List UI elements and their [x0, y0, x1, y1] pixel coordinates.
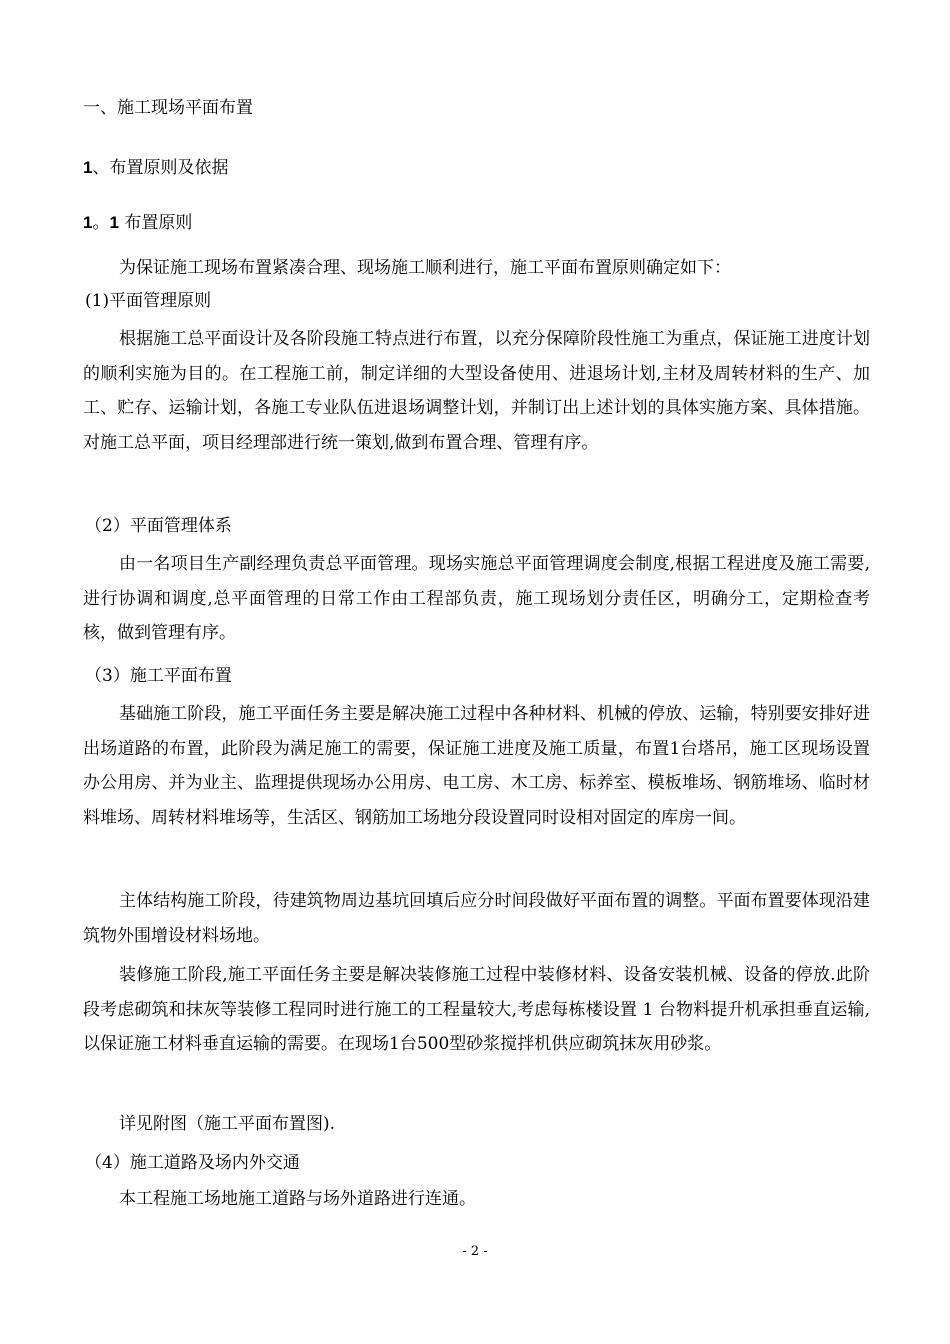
heading-1-1-text: 布置原则: [118, 213, 193, 233]
subsection-4-body: 本工程施工场地施工道路与场外道路进行连通。: [119, 1189, 476, 1209]
page-number: - 2 -: [462, 1244, 488, 1259]
heading-1-1: [83, 213, 192, 233]
subsection-2-body: 由一名项目生产副经理负责总平面管理。现场实施总平面管理调度会制度,根据工程进度及施工需要,进行协调和调度,总平面管理的日常工作由工程部负责，施工现场划分责任区，明确分工，定期检查考核，做到管理有序。: [83, 554, 870, 644]
subsection-3-body-1: 基础施工阶段，施工平面任务主要是解决施工过程中各种材料、机械的停放、运输，特别要安排好进出场道路的布置，此阶段为满足施工的需要，保证施工进度及施工质量，布置1台塔吊，施工区现场设置办公用房、并为业主、监理提供现场办公用房、电工房、木工房、标养室、模板堆场、钢筋堆场、临时材料堆场、周转材料堆场等，生活区、钢筋加工场地分段设置同时设相对固定的库房一间。: [83, 704, 870, 829]
section-title: 一、施工现场平面布置: [83, 98, 253, 118]
heading-1-1-number-2: 1: [109, 213, 119, 232]
subsection-3-body-2: 主体结构施工阶段，待建筑物周边基坑回填后应分时间段做好平面布置的调整。平面布置要体现沿建筑物外围增设材料场地。: [83, 891, 870, 946]
subsection-3-body-3: 装修施工阶段,施工平面任务主要是解决装修施工过程中装修材料、设备安装机械、设备的停放.此阶段考虑砌筑和抹灰等装修工程同时进行施工的工程量较大,考虑每栋楼设置 1 台物料提升机承担垂直运输,以保证施工材料垂直运输的需要。在现场1台500型砂浆搅拌机供应砌筑抹灰用砂浆。: [83, 965, 870, 1055]
heading-1-text: 、布置原则及依据: [92, 158, 229, 178]
subsection-3-title: （3）施工平面布置: [85, 666, 232, 686]
heading-1-1-separator: 。: [92, 213, 110, 233]
subsection-2-title: （2）平面管理体系: [85, 516, 232, 536]
heading-1-number: 1: [83, 158, 93, 177]
subsection-1-title: (1)平面管理原则: [85, 291, 212, 311]
subsection-1-body: 根据施工总平面设计及各阶段施工特点进行布置，以充分保障阶段性施工为重点，保证施工进度计划的顺利实施为目的。在工程施工前，制定详细的大型设备使用、进退场计划,主材及周转材料的生产、加工、贮存、运输计划，各施工专业队伍进退场调整计划，并制订出上述计划的具体实施方案、具体措施。对施工总平面，项目经理部进行统一策划,做到布置合理、管理有序。: [83, 329, 870, 454]
intro-paragraph: 为保证施工现场布置紧凑合理、现场施工顺利进行，施工平面布置原则确定如下：: [119, 258, 731, 278]
subsection-4-title: （4）施工道路及场内外交通: [85, 1153, 300, 1173]
heading-1-1-number: 1: [83, 213, 93, 232]
heading-1: [83, 158, 228, 178]
subsection-3-body-4: 详见附图（施工平面布置图).: [119, 1114, 336, 1134]
